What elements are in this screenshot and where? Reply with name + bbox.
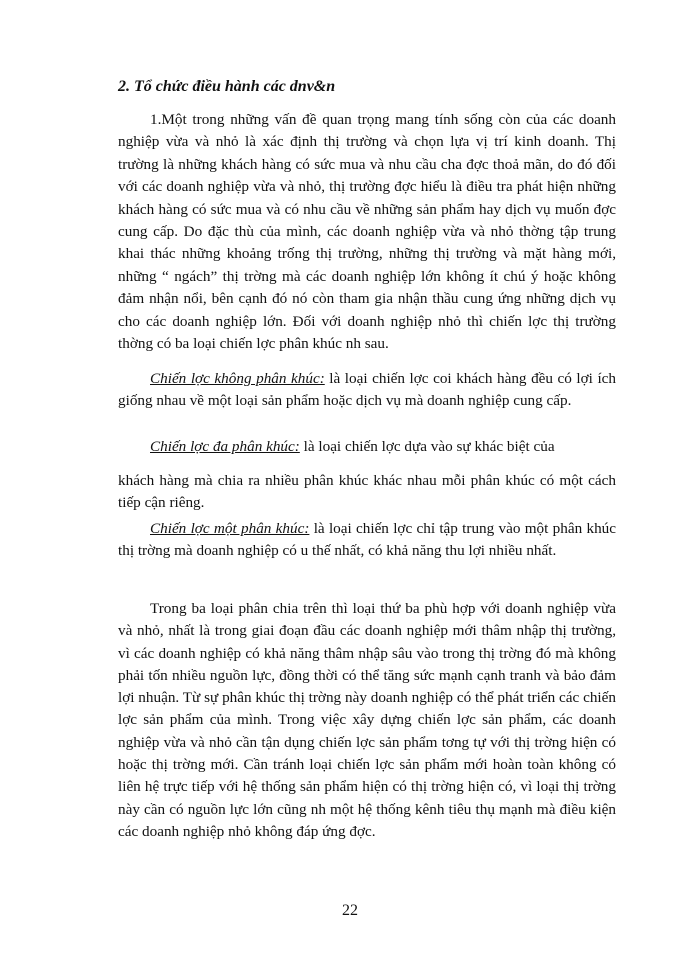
term-multi-segment-strategy: Chiến lợc đa phân khúc: bbox=[150, 438, 300, 455]
term-single-segment-strategy: Chiến lợc một phân khúc: bbox=[150, 520, 310, 537]
paragraph-multi-segment-continuation: khách hàng mà chia ra nhiều phân khúc khác nhau mỗi phân khúc có một cách tiếp cận riêng. bbox=[118, 472, 616, 512]
definition-single-segment-strategy: là loại chiến lợc chỉ tập trung vào một phân khúc thị trờng mà doanh nghiệp có u thế nhất, có khả năng thu lợi nhiều nhất. bbox=[118, 520, 616, 560]
page-number: 22 bbox=[342, 902, 358, 919]
definition-undifferentiated-strategy: là loại chiến lợc coi khách hàng đều có lợi ích giống nhau về một loại sản phẩm hoặc dịch vụ mà doanh nghiệp cung cấp. bbox=[118, 370, 616, 410]
definition-multi-segment-strategy: là loại chiến lợc dựa vào sự khác biệt của bbox=[299, 438, 555, 455]
term-undifferentiated-strategy: Chiến lợc không phân khúc: bbox=[150, 370, 325, 387]
paragraph-intro: 1.Một trong những vấn đề quan trọng mang tính sống còn của các doanh nghiệp vừa và nhỏ là xác định thị trường và chọn lựa vị trí kinh doanh. Thị trường là những khách hàng có sức mua và nhu cầu cha đợc thoả mãn, do đó đối với các doanh nghiệp vừa và nhỏ, thị trường đợc hiểu là điều tra phát hiện những khách hàng có sức mua và có nhu cầu về những sản phẩm hay dịch vụ muốn đợc cung cấp. Do đặc thù của mình, các doanh nghiệp vừa và nhỏ thờng tập trung khai thác những khoảng trống thị trường, những thị trường và mặt hàng mới, những “ ngách” thị trờng mà các doanh nghiệp lớn không ít chú ý hoặc không đảm nhận nổi, bên cạnh đó nó còn tham gia nhận thầu cung ứng những dịch vụ cho các doanh nghiệp lớn. Đối với doanh nghiệp nhỏ thì chiến lợc thị trường thờng có ba loại chiến lợc phân khúc nh sau. bbox=[118, 111, 616, 353]
section-heading: 2. Tổ chức điều hành các dnv&n bbox=[118, 78, 336, 95]
paragraph-multi-segment-strategy bbox=[118, 436, 616, 458]
paragraph-conclusion: Trong ba loại phân chia trên thì loại thứ ba phù hợp với doanh nghiệp vừa và nhỏ, nhất là trong giai đoạn đầu các doanh nghiệp mới thâm nhập thị trường, vì các doanh nghiệp có khả năng thâm nhập sâu vào trong thị trờng đó mà không phải tốn nhiều nguồn lực, đồng thời có thể tăng sức mạnh cạnh tranh và bảo đảm lợi nhuận. Từ sự phân khúc thị trờng này doanh nghiệp có thể phát triển các chiến lợc sản phẩm của mình. Trong việc xây dựng chiến lợc sản phẩm, các doanh nghiệp vừa và nhỏ cần tận dụng chiến lợc sản phẩm tơng tự với thị trờng hiện có hoặc thị trờng mới. Cần tránh loại chiến lợc sản phẩm mới hoàn toàn không có liên hệ trực tiếp với hệ thống sản phẩm hiện có thị trờng hiện có, vì loại thị trờng này cần có nguồn lực lớn cũng nh một hệ thống kênh tiêu thụ mạnh mà điều kiện các doanh nghiệp nhỏ không đáp ứng đợc. bbox=[118, 600, 616, 840]
paragraph-single-segment-strategy bbox=[118, 518, 616, 563]
paragraph-undifferentiated-strategy bbox=[118, 368, 616, 413]
